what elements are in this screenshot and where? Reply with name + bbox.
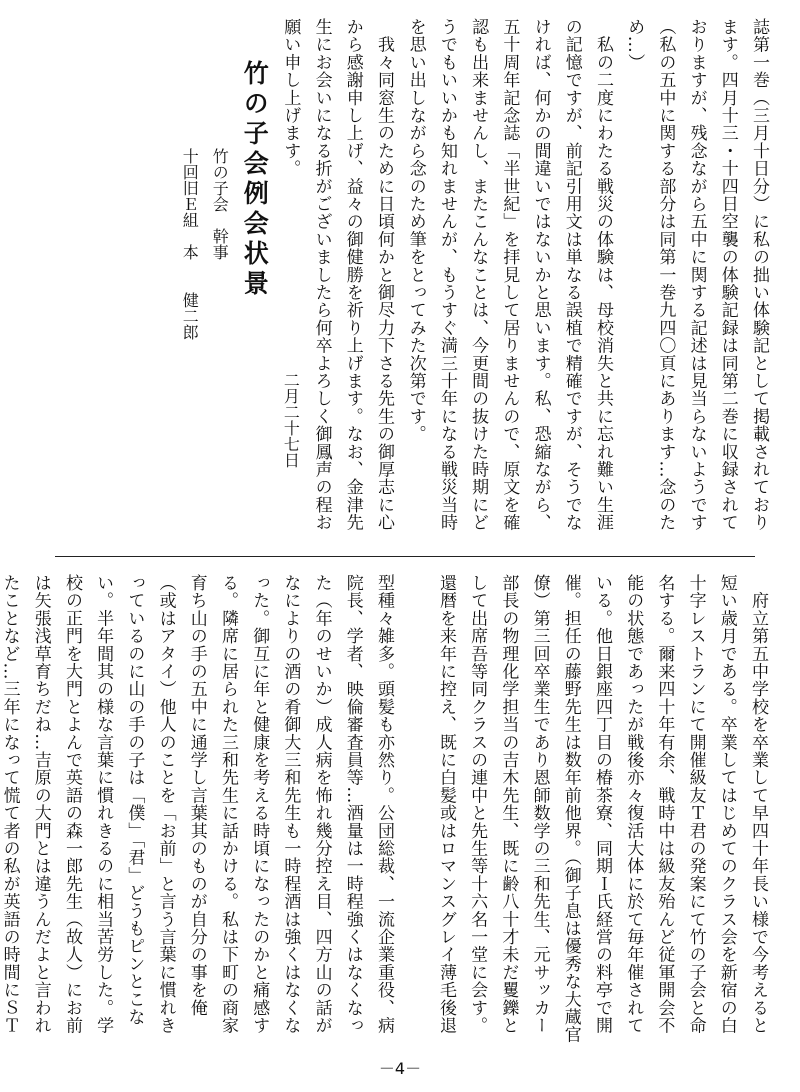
page-number: －4－ [378,1059,422,1078]
byline-affiliation: 竹の子会 幹事 [210,148,230,260]
article-end-upper [404,18,774,538]
report-body-left: 型種々雑多。頭髪も亦然り。公団総裁、一流企業重役、病院長、学者、映倫審査員等…酒量は一時程強くはなくなった（年のせいか）成人病を怖れ幾分控え目、四方山の話がなによりの酒の肴御大三和先生も一時程酒は強くはなくなった。御互に年と健康を考える時頃になったのかと痛感する。隣席に居られた三和先生に話かける。私は下町の商家育ち山の手の五中に通学し言葉其のものが自分の事を俺（或はアタイ）他人のことを「お前」と言う言葉に慣れきっているのに山の手の子は「僕」「君」どうもピンとこない。半年間其の様な言葉に慣れきるのに相当苦労した。学校の正門を大門とよんで英語の森一郎先生（故人）にお前は矢張浅草育ちだね…吉原の大門とは違うんだよと言われたことなど…三年になって慌て者の私が英語の時間にＳＴ [0,574,394,1035]
report-title: 竹の子会例会状景 [240,60,270,300]
report-byline [174,18,234,340]
article-paragraph-3: 我々同窓生のために日頃何かと御尽力下さる先生の御厚志に心から感謝申し上げ、益々の御健勝を祈り上げます。なお、金津先生にお会いになる折がございましたら何卒よろしく御鳳声の程お願い申し上げます。 [280,18,394,532]
article-paragraph-1: 誌第一巻（三月十日分）に私の拙い体験記として掲載されております。四月十三・十四日空襲の体験記録は同第二巻に収録されておりますが、残念ながら五中に関する記述は見当らないようです（私の五中に関する部分は同第一巻九四〇頁にあります…念のため…） [624,18,769,532]
byline-author: 十回旧Ｅ組 本 健二郎 [180,148,200,340]
section-divider [55,556,755,557]
article-end-and-report-header [55,18,399,538]
article-paragraph-2: 私の二度にわたる戦災の体験は、母校消失と共に忘れ難い生涯の記憶ですが、前記引用文は単なる誤植で精確ですが、そうでなければ、何かの間違いではないかと思います。私、恐縮ながら、五十周年記念誌「半世紀」を拝見して居りませんので、原文を確認も出来ませんし、またこんなことは、今更間の抜けた時期にどうでもいいかも知れませんが、もうすぐ満三十年になる戦災当時を思い出しながら念のため筆をとってみた次第です。 [405,18,613,532]
report-body-right: 府立第五中学校を卒業して早四十年長い様で今考えると短い歳月である。卒業してはじめてのクラス会を新宿の白十字レストランにて開催級友Ｔ君の発案にて竹の子会と命名する。爾来四十年有余、戦時中は級友殆んど従軍開会不能の状態であったが戦後亦々復活大体に於て毎年催されている。他日銀座四丁目の椿茶寮、同期Ｉ氏経営の料亭で開催。担任の藤野先生は数年前他界。（御子息は優秀な大蔵官僚）第三回卒業生であり恩師数学の三和先生、元サッカー部長の物理化学担当の吉木先生、既に齢八十才未だ矍鑠として出席吾等同クラスの連中と先生等十六名一堂に会す。還暦を来年に控え、既に白髪或はロマンスグレイ薄毛後退 [435,574,768,1044]
article-date: 二月二十七日 [281,372,301,469]
